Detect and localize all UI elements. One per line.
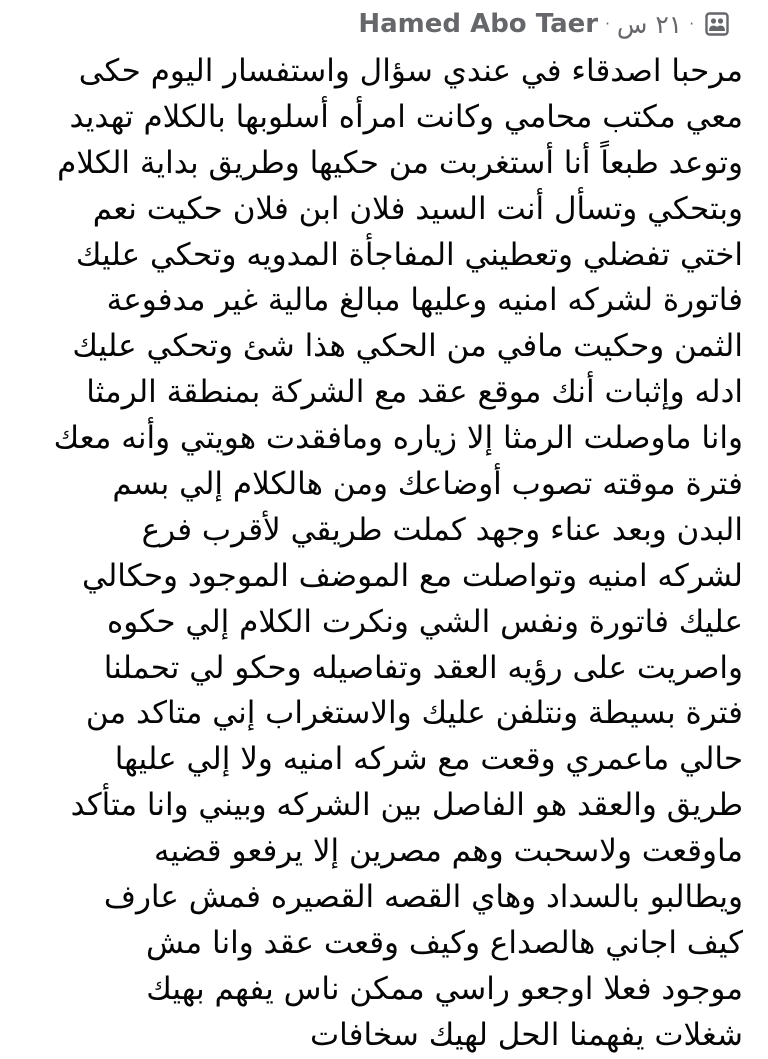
post-timestamp[interactable]: ٢١ س [616,9,683,39]
post-text-line: الثمن وحكيت مافي من الحكي هذا شئ وتحكي عليك [72,328,743,365]
post-text-line: طريق والعقد هو الفاصل بين الشركه وبيني وانا متأكد [70,787,743,824]
post-text-line: ويطالبو بالسداد وهاي القصه القصيره فمش عارف [103,879,743,916]
post-text-line: معي مكتب محامي وكانت امرأه أسلوبها بالكلام تهديد [69,98,743,135]
post-text-line: اختي تفضلي وتعطيني المفاجأة المدويه وتحكي عليك [75,236,743,273]
post-text-line: كيف اجاني هالصداع وكيف وقعت عقد وانا مش [146,924,743,961]
post-body [18,49,743,1059]
post-text-line: وانا ماوصلت الرمثا إلا زياره ومافقدت هويتي وأنه معك [53,420,743,457]
post-text-line: وتوعد طبعاً أنا أستغربت من حكيها وطريق بداية الكلام [57,144,743,181]
post-text-line: عليك فاتورة ونفس الشي ونكرت الكلام إلي حكوه [107,603,743,640]
author-name[interactable]: Hamed Abo Taer [358,9,599,39]
post-text-line: حالي ماعمري وقعت مع شركه امنيه ولا إلي عليها [114,741,743,778]
post-text-line: ادله وإثبات أنك موقع عقد مع الشركة بمنطقة الرمثا [86,374,743,411]
post-header [358,4,730,44]
meta-separator: · [605,14,610,33]
post-text-line: موجود فعلا اوجعو راسي ممكن ناس يفهم بهيك [146,970,743,1007]
post-text-line: البدن وبعد عناء وجهد كملت طريقي لأقرب فرع [141,511,743,548]
friends-icon[interactable] [704,11,730,37]
post-text-line: شغلات يفهمنا الحل لهيك سخافات [310,1016,743,1053]
post-text-line: لشركه امنيه وتواصلت مع الموضف الموجود وحكالي [82,557,743,594]
post-text-line: مرحبا اصدقاء في عندي سؤال واستفسار اليوم حكى [78,53,743,89]
post-text-line: واصريت على رؤيه العقد وتفاصيله وحكو لي تحملنا [103,649,743,686]
meta-separator: · [689,14,694,33]
post-text-line: ماوقعت ولاسحبت وهم مصرين إلا يرفعو قضيه [153,833,743,870]
post-text-line: فترة بسيطة ونتلفن عليك والاستغراب إني متاكد من [85,695,743,732]
post-text-line: وبتحكي وتسأل أنت السيد فلان ابن فلان حكيت نعم [92,190,743,227]
post-text-line: فاتورة لشركه امنيه وعليها مبالغ مالية غير مدفوعة [106,282,743,319]
post-text-line: فترة موقته تصوب أوضاعك ومن هالكلام إلي بسم [112,466,743,503]
friends-icon-graphic [705,12,729,36]
